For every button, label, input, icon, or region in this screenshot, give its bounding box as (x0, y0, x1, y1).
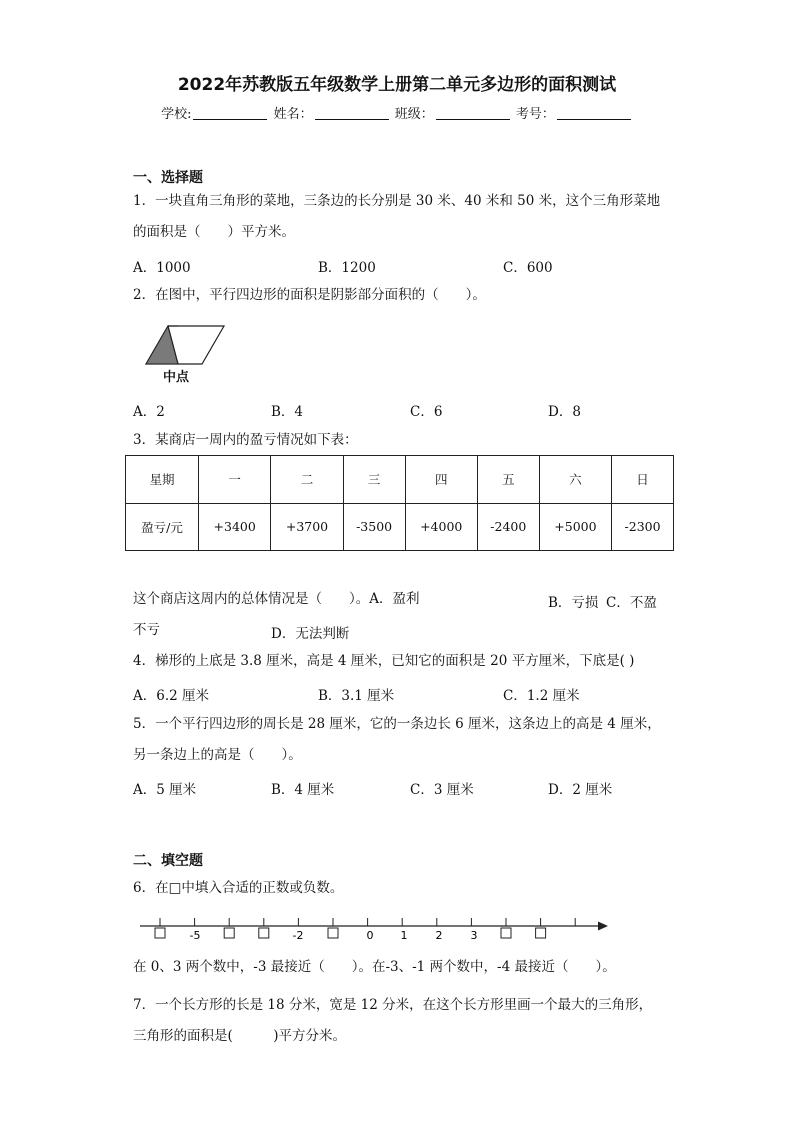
question-5-line-1: 5．一个平行四边形的周长是 28 厘米，它的一条边长 6 厘米，这条边上的高是 4 厘米， (133, 716, 661, 732)
table-cell: 三 (343, 456, 405, 504)
table-cell: 日 (612, 456, 674, 504)
table-cell: 五 (477, 456, 539, 504)
q3-option-b[interactable]: B．亏损 (548, 595, 599, 611)
nl-label: 0 (366, 929, 374, 942)
table-cell: 六 (539, 456, 611, 504)
table-row (126, 503, 674, 551)
question-7-line-1: 7．一个长方形的长是 18 分米，宽是 12 分米，在这个长方形里画一个最大的三角形， (133, 997, 653, 1013)
section-heading-choice: 一、选择题 (133, 170, 203, 186)
q5-option-d[interactable]: D．2 厘米 (548, 782, 613, 798)
class-label: 班级： (394, 107, 434, 122)
table-cell: -2300 (612, 503, 674, 551)
table-cell: +3700 (271, 503, 343, 551)
midpoint-label: 中点 (163, 370, 190, 385)
answer-box[interactable] (501, 928, 511, 938)
q2-option-a[interactable]: A．2 (133, 404, 165, 420)
table-cell: 星期 (126, 456, 199, 504)
answer-box[interactable] (155, 928, 165, 938)
school-label: 学校: (161, 107, 192, 122)
arrow-icon (598, 922, 608, 931)
q5-option-b[interactable]: B．4 厘米 (271, 782, 335, 798)
table-cell: -3500 (343, 503, 405, 551)
question-7-line-2: 三角形的面积是( )平方分米。 (133, 1028, 347, 1044)
table-cell: 盈亏/元 (126, 503, 199, 551)
name-blank[interactable] (315, 107, 389, 120)
q2-option-d[interactable]: D．8 (548, 404, 581, 420)
q1-option-a[interactable]: A．1000 (133, 260, 191, 276)
q3-option-d[interactable]: D．无法判断 (271, 626, 350, 642)
question-4-text: 4．梯形的上底是 3.8 厘米，高是 4 厘米，已知它的面积是 20 平方厘米，下底是( ) (133, 653, 635, 669)
question-3-text: 3．某商店一周内的盈亏情况如下表： (133, 432, 358, 448)
exam-no-blank[interactable] (557, 107, 631, 120)
table-cell: 二 (271, 456, 343, 504)
table-cell: +4000 (405, 503, 477, 551)
name-label: 姓名： (273, 107, 313, 122)
q4-option-c[interactable]: C．1.2 厘米 (503, 688, 580, 704)
table-cell: +5000 (539, 503, 611, 551)
q2-option-b[interactable]: B．4 (271, 404, 304, 420)
question-3-line-2[interactable]: 不亏 (133, 622, 160, 638)
profit-loss-table (125, 455, 674, 551)
answer-box[interactable] (328, 928, 338, 938)
table-cell: -2400 (477, 503, 539, 551)
parallelogram-figure (146, 324, 226, 369)
nl-label: 2 (435, 929, 443, 942)
table-cell: 四 (405, 456, 477, 504)
table-cell: 一 (199, 456, 271, 504)
nl-label: -2 (292, 929, 304, 942)
question-2-text: 2．在图中，平行四边形的面积是阴影部分面积的（ ）。 (133, 287, 486, 303)
q1-option-b[interactable]: B．1200 (318, 260, 376, 276)
q5-option-a[interactable]: A．5 厘米 (133, 782, 197, 798)
question-1-line-2: 的面积是（ ）平方米。 (133, 224, 295, 240)
student-info-line (0, 103, 794, 122)
class-blank[interactable] (436, 107, 510, 120)
table-cell: +3400 (199, 503, 271, 551)
page-title: 2022年苏教版五年级数学上册第二单元多边形的面积测试 (177, 75, 617, 95)
school-blank[interactable] (193, 107, 267, 120)
q1-option-c[interactable]: C．600 (503, 260, 553, 276)
question-3-line-1: 这个商店这周内的总体情况是（ ）。A．盈利 (133, 591, 420, 607)
answer-box[interactable] (259, 928, 269, 938)
question-5-line-2: 另一条边上的高是（ ）。 (133, 747, 302, 763)
answer-box[interactable] (224, 928, 234, 938)
answer-box[interactable] (536, 928, 546, 938)
q3-option-c-part-1[interactable]: C．不盈 (606, 595, 657, 611)
nl-label: 1 (400, 929, 408, 942)
question-6-text: 6．在□中填入合适的正数或负数。 (133, 880, 344, 896)
q4-option-b[interactable]: B．3.1 厘米 (318, 688, 395, 704)
question-6-line-2: 在 0、3 两个数中，-3 最接近（ ）。在-3、-1 两个数中，-4 最接近（ ）。 (133, 959, 616, 975)
nl-label: -5 (189, 929, 201, 942)
exam-no-label: 考号： (515, 107, 555, 122)
number-line (130, 912, 615, 948)
q2-option-c[interactable]: C．6 (410, 404, 443, 420)
question-1-line-1: 1．一块直角三角形的菜地，三条边的长分别是 30 米、40 米和 50 米，这个三角形菜地 (133, 193, 661, 209)
q4-option-a[interactable]: A．6.2 厘米 (133, 688, 210, 704)
q5-option-c[interactable]: C．3 厘米 (410, 782, 474, 798)
table-header-row (126, 456, 674, 504)
section-heading-fill-in: 二、填空题 (133, 853, 203, 869)
nl-label: 3 (470, 929, 478, 942)
